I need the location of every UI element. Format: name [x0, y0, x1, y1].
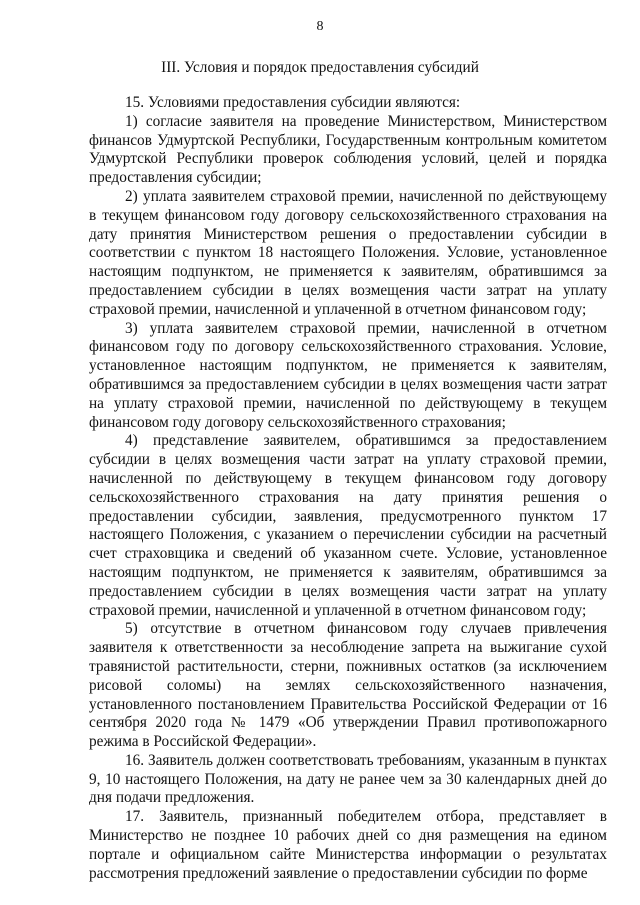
- paragraph-15-item-2: 2) уплата заявителем страховой премии, начисленной по действующему в текущем финансовом году договору сельскохозяйственного страхования на дату принятия Министерством решения о предоставлении субсидии в соответствии с пунктом 18 настоящего Положения. Условие, установленное настоящим подпунктом, не применяется к заявителям, обратившимся за предоставлением субсидии в целях возмещения части затрат на уплату страховой премии, начисленной и уплаченной в отчетном финансовом году;: [89, 187, 607, 318]
- paragraph-15-item-5: 5) отсутствие в отчетном финансовом году случаев привлечения заявителя к ответственности за несоблюдение запрета на выжигание сухой травянистой растительности, стерни, пожнивных остатков (за исключением рисовой соломы) на землях сельскохозяйственного назначения, установленного постановлением Правительства Российской Федерации от 16 сентября 2020 года № 1479 «Об утверждении Правил противопожарного режима в Российской Федерации».: [89, 620, 607, 751]
- page-number: 8: [316, 19, 324, 34]
- paragraph-15-item-3: 3) уплата заявителем страховой премии, начисленной в отчетном финансовом году по договору сельскохозяйственного страхования. Условие, установленное настоящим подпунктом, не применяется к заявителям, обратившимся за предоставлением субсидии в целях возмещения части затрат на уплату страховой премии, начисленной по действующему в текущем финансовом году договору сельскохозяйственного страхования;: [89, 319, 607, 431]
- section-title: III. Условия и порядок предоставления субсидий: [161, 59, 479, 76]
- paragraph-15-item-1: 1) согласие заявителя на проведение Министерством, Министерством финансов Удмуртской Республики, Государственным контрольным комитетом Удмуртской Республики проверок соблюдения условий, целей и порядка предоставления субсидии;: [89, 112, 607, 187]
- paragraph-15-intro: 15. Условиями предоставления субсидии являются:: [125, 94, 461, 111]
- paragraph-17: 17. Заявитель, признанный победителем отбора, представляет в Министерство не позднее 10 рабочих дней со дня размещения на едином портале и официальном сайте Министерства информации о результатах рассмотрения предложений заявление о предоставлении субсидии по форме: [89, 808, 607, 882]
- document-body: [89, 94, 607, 883]
- paragraph-15-item-4: 4) представление заявителем, обратившимся за предоставлением субсидии в целях возмещения части затрат на уплату страховой премии, начисленной по действующему в текущем финансовом году договору сельскохозяйственного страхования на дату принятия решения о предоставлении субсидии, заявления, предусмотренного пунктом 17 настоящего Положения, с указанием о перечислении субсидии на расчетный счет страховщика и сведений об указанном счете. Условие, установленное настоящим подпунктом, не применяется к заявителям, обратившимся за предоставлением субсидии в целях возмещения части затрат на уплату страховой премии, начисленной и уплаченной в отчетном финансовом году;: [89, 432, 607, 619]
- paragraph-16: 16. Заявитель должен соответствовать требованиям, указанным в пунктах 9, 10 настоящего Положения, на дату не ранее чем за 30 календарных дней до дня подачи предложения.: [89, 751, 607, 807]
